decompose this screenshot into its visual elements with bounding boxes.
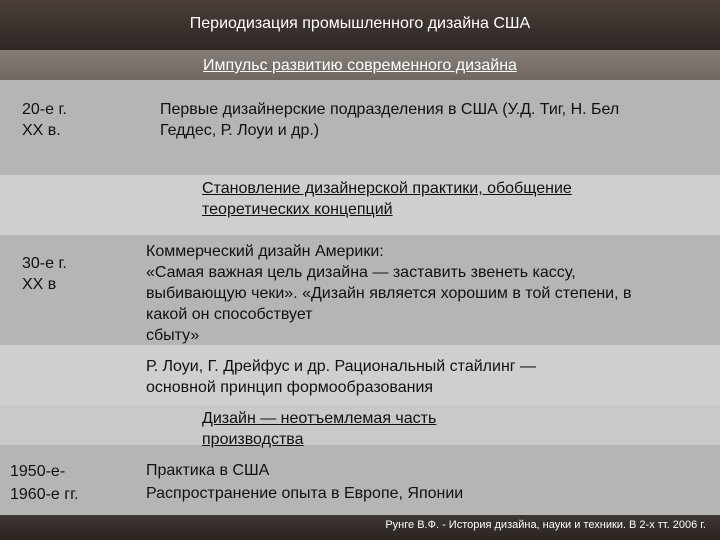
styling-text-line-2: основной принцип формообразования (146, 379, 434, 396)
section-heading-3-line-1: Дизайн — неотъемлемая часть (202, 410, 437, 427)
slide-subtitle: Импульс развитию современного дизайна (203, 57, 517, 74)
band-1920s (0, 80, 720, 175)
band-1950s (0, 445, 720, 515)
styling-text-line-1: Р. Лоуи, Г. Дрейфус и др. Рациональный стайлинг — (146, 358, 537, 375)
period-label-1930s-line-1: 30-е г. (22, 255, 67, 272)
section-heading-2-line-1: Становление дизайнерской практики, обобщение (202, 180, 572, 197)
footer-citation: Рунге В.Ф. - История дизайна, науки и техники. В 2-х тт. 2006 г. (385, 519, 706, 531)
period-text-1930s-line-3: выбивающую чеки». «Дизайн является хорошим в той степени, в (146, 285, 632, 302)
period-label-1920s-line-1: 20-е г. (22, 101, 67, 118)
slide-title: Периодизация промышленного дизайна США (189, 15, 531, 32)
section-heading-2-line-2: теоретических концепций (202, 201, 393, 218)
section-heading-3-line-2: производства (202, 431, 304, 448)
period-text-1930s-line-5: сбыту» (146, 327, 200, 344)
period-text-1930s-line-2: «Самая важная цель дизайна — заставить звенеть кассу, (146, 264, 576, 281)
period-text-1920s-line-2: Геддес, Р. Лоуи и др.) (160, 122, 320, 139)
period-text-1950s-line-2: Распространение опыта в Европе, Японии (146, 485, 464, 502)
period-label-1950s-line-1: 1950-е- (10, 463, 66, 480)
period-label-1920s-line-2: XX в. (22, 122, 61, 139)
period-label-1930s-line-2: XX в (22, 276, 57, 293)
period-text-1920s-line-1: Первые дизайнерские подразделения в США (У.Д. Тиг, Н. Бел (160, 101, 620, 118)
period-text-1930s-line-1: Коммерческий дизайн Америки: (146, 243, 384, 260)
period-label-1950s-line-2: 1960-е гг. (10, 486, 79, 503)
period-text-1930s-line-4: какой он способствует (146, 306, 313, 323)
period-text-1950s-line-1: Практика в США (146, 462, 270, 479)
